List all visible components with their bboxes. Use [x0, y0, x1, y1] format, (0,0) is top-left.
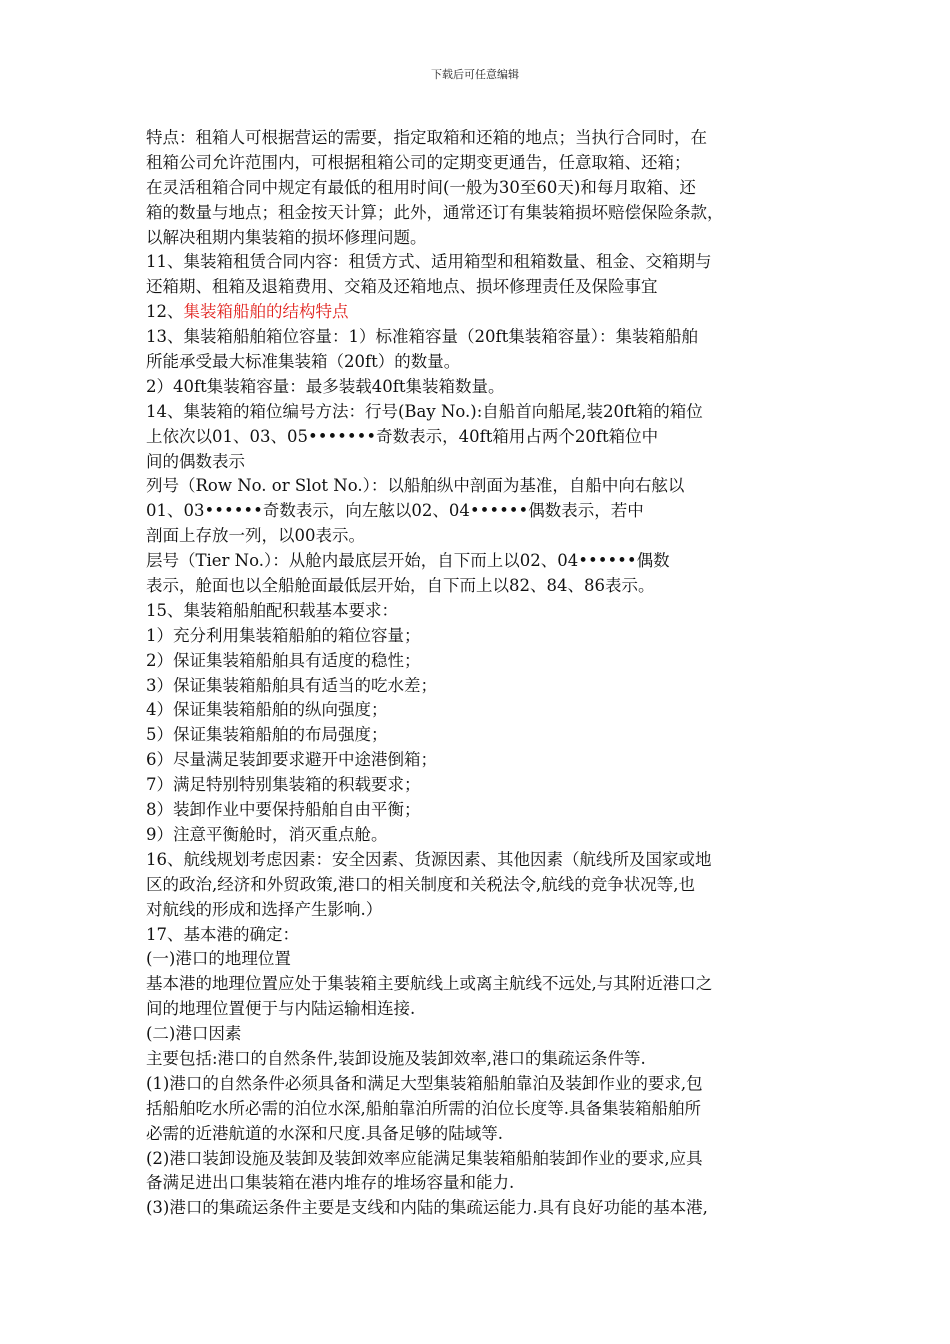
text-line: 2）保证集装箱船舶具有适度的稳性； — [146, 650, 421, 670]
text-line: 还箱期、租箱及退箱费用、交箱及还箱地点、损坏修理责任及保险事宜 — [146, 277, 658, 297]
section-number: 12、 — [146, 302, 184, 322]
text-line: 14、集装箱的箱位编号方法：行号(Bay No.):自船首向船尾,装20ft箱的箱位 — [146, 401, 703, 421]
text-line: (2)港口装卸设施及装卸及装卸效率应能满足集装箱船舶装卸作业的要求,应具 — [146, 1148, 703, 1168]
text-line: 层号（Tier No.）：从舱内最底层开始，自下而上以02、04••••••偶数 — [146, 551, 670, 571]
text-line: 01、03••••••奇数表示，向左舷以02、04••••••偶数表示，若中 — [146, 501, 644, 521]
highlighted-heading: 集装箱船舶的结构特点 — [183, 302, 349, 322]
text-line: 括船舶吃水所必需的泊位水深,船舶靠泊所需的泊位长度等.具备集装箱船舶所 — [146, 1098, 701, 1118]
text-line: 特点：租箱人可根据营运的需要，指定取箱和还箱的地点；当执行合同时，在 — [146, 128, 707, 147]
text-line: 表示，舱面也以全船舱面最低层开始，自下而上以82、84、86表示。 — [146, 576, 655, 596]
text-line: 备满足进出口集装箱在港内堆存的堆场容量和能力. — [146, 1173, 515, 1193]
text-line: 11、集装箱租赁合同内容：租赁方式、适用箱型和租箱数量、租金、交箱期与 — [146, 252, 712, 272]
document-body — [146, 126, 814, 1221]
text-line: 2）40ft集装箱容量：最多装载40ft集装箱数量。 — [146, 376, 505, 396]
text-line: 间的地理位置便于与内陆运输相连接. — [146, 999, 416, 1019]
text-line: 列号（Row No. or Slot No.）：以船舶纵中剖面为基准，自船中向右舷以 — [146, 476, 685, 496]
text-line: 4）保证集装箱船舶的纵向强度； — [146, 700, 388, 720]
text-line: 必需的近港航道的水深和尺度.具备足够的陆域等. — [146, 1123, 503, 1143]
text-line: 间的偶数表示 — [146, 451, 245, 471]
text-line: 区的政治,经济和外贸政策,港口的相关制度和关税法令,航线的竞争状况等,也 — [146, 874, 695, 894]
text-line: 8）装卸作业中要保持船舶自由平衡； — [146, 800, 421, 820]
text-line: 1）充分利用集装箱船舶的箱位容量； — [146, 625, 421, 645]
text-line: 在灵活租箱合同中规定有最低的租用时间(一般为30至60天)和每月取箱、还 — [146, 177, 696, 197]
text-line: (3)港口的集疏运条件主要是支线和内陆的集疏运能力.具有良好功能的基本港, — [146, 1198, 708, 1218]
text-line: (二)港口因素 — [146, 1024, 242, 1044]
text-line: 主要包括:港口的自然条件,装卸设施及装卸效率,港口的集疏运条件等. — [146, 1048, 646, 1068]
text-line: 3）保证集装箱船舶具有适当的吃水差； — [146, 675, 437, 695]
text-line: 6）尽量满足装卸要求避开中途港倒箱； — [146, 750, 437, 770]
text-line: 租箱公司允许范围内，可根据租箱公司的定期变更通告，任意取箱、还箱； — [146, 152, 691, 172]
text-line: 15、集装箱船舶配积载基本要求： — [146, 600, 398, 620]
text-line: 16、航线规划考虑因素：安全因素、货源因素、其他因素（航线所及国家或地 — [146, 849, 712, 869]
page-header: 下载后可任意编辑 — [431, 68, 519, 81]
text-line: 剖面上存放一列，以00表示。 — [146, 526, 365, 546]
text-line: (1)港口的自然条件必须具备和满足大型集装箱船舶靠泊及装卸作业的要求,包 — [146, 1073, 703, 1093]
text-line: 基本港的地理位置应处于集装箱主要航线上或离主航线不远处,与其附近港口之 — [146, 974, 713, 994]
text-line: 7）满足特别特别集装箱的积载要求； — [146, 775, 421, 795]
text-line: 箱的数量与地点；租金按天计算；此外，通常还订有集装箱损坏赔偿保险条款， — [146, 202, 724, 222]
text-line: 所能承受最大标准集装箱（20ft）的数量。 — [146, 352, 461, 372]
text-line: 5）保证集装箱船舶的布局强度； — [146, 725, 388, 745]
text-line: 对航线的形成和选择产生影响.） — [146, 899, 383, 919]
text-line: 上依次以01、03、05•••••••奇数表示，40ft箱用占两个20ft箱位中 — [146, 426, 659, 446]
text-line: 9）注意平衡舱时，消灭重点舱。 — [146, 824, 388, 844]
section-heading-line — [146, 300, 814, 325]
text-line: 以解决租期内集装箱的损坏修理问题。 — [146, 227, 427, 247]
text-line: 17、基本港的确定： — [146, 924, 299, 944]
text-line: 13、集装箱船舶箱位容量：1）标准箱容量（20ft集装箱容量）：集装箱船舶 — [146, 327, 698, 347]
text-line: (一)港口的地理位置 — [146, 949, 291, 969]
